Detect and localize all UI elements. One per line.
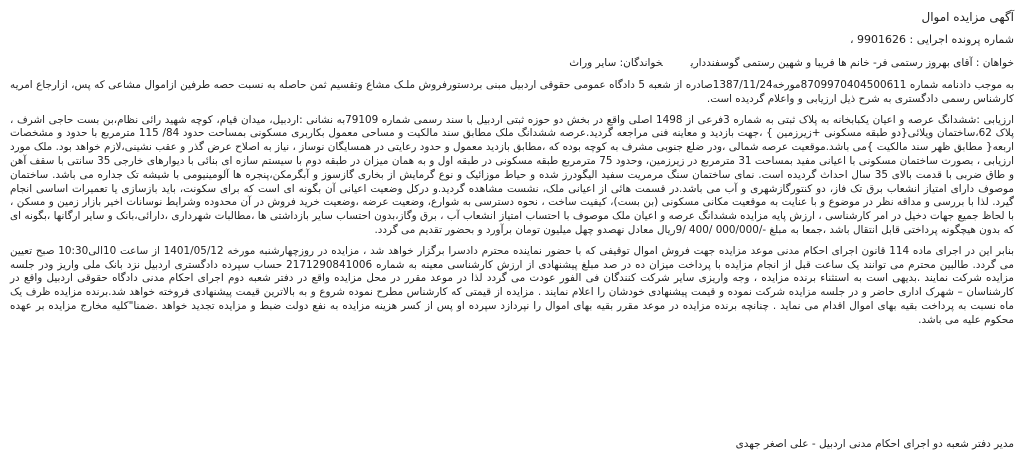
signature-line: مدیر دفتر شعبه دو اجرای احکام مدنی اردبیل - علی اصغر جهدی [735, 438, 1014, 450]
paragraph-auction-terms: بنابر این در اجرای ماده 114 قانون اجرای احکام مدنی موعد مزایده جهت فروش اموال توقیفی که با حضور نماینده محترم دادسرا برگزار خواهد شد ، مزایده در روزچهارشنبه مورخه 1401/05/12 از ساعت 10الی10:30 صبح تعیین می گردد. طالبین محترم می توانند یک ساعت قبل از انجام مزایده با پرداخت میزان ده در صد مبلغ پیشنهادی از ارزش کارشناسی معینه به شماره 2171290841006 حساب سپرده دادگستری اردبیل نزد بانک ملی واریز ودر جلسه مزایده شرکت نمایند .بدیهی است به استثناء برنده مزایده ، وجه واریزی سایر شرکت کنندگان فی الفور عودت می گردد لذا در موعد مقرر در محل مزایده واقع در دفتر شعبه دوم اجرای احکام مدنی دادگاه حقوقی اردبیل واقع در کارشناسان – شهرک اداری حاضر و در جلسه مزایده شرکت نموده و قیمت پیشنهادی خودشان را اعلام نمایند . مزایده از قیمتی که کارشناس مطرح نموده شروع و به بالاترین قیمت پیشنهادی فروخته خواهد شد.برنده مزایده ظرف یک ماه نسبت به پرداخت بقیه بهای اموال اقدام می نماید . چنانچه برنده مزایده در موعد مقرر بقیه بهای اموال را نپردازد سپرده او پس از کسر هزینه مزایده به نفع دولت ضبط و مزایده تجدید خواهد .ضمنا"کلیه مخارج مزایده بر عهده محکوم علیه می باشد. [10, 244, 1014, 326]
paragraph-appraisal: ارزیابی :ششدانگ عرصه و اعیان یکبابخانه به پلاک ثبتی به شماره 3فرعی از 1498 اصلی واقع در بخش دو حوزه ثبتی اردبیل با سند رسمی شماره 79109به نشانی :اردبیل، میدان قیام، کوچه شهید رائی نظام،بن بست حاجی اشرف ، پلاک 62،ساختمان ویلائی{دو طبقه مسکونی +زیرزمین } ،جهت بازدید و معاینه فنی مراجعه گردید.عرصه ششدانگ ملک مطابق سند مالکیت و مساحی معمول بکاربری مسکونی بمساحت حدود 84/ 115 مترمربع با حدود و مشخصات اربعه{ مطابق ظهر سند مالکیت }می باشد.موقعیت عرصه شمالی ،ودر ضلع جنوبی مشرف به کوچه بوده که ،مطابق بازدید معمول و حدود رعایتی در همسایگان نوساز ، نیاز به اصلاح عرض گذر و عقب نشینی،لازم خواهد بود. ملک مورد ارزیابی ، بصورت ساختمان مسکونی با اعیانی مفید بمساحت 31 مترمربع در زیرزمین، وحدود 75 مترمربع طبقه مسکونی در طبقه اول و به همان میزان در طبقه دوم با سیستم سازه ای بنائی با دیوارهای خارجی 35 سانتی با سقف آهن و طاق ضربی با قدمت بالای 35 سال احداث گردیده است. نمای ساختمان سنگ مرمریت سفید الیگودرز شده و حیاط موزائیک و نوع گرمایش از بخاری گازسوز و آبگرمکن،پنجره ها آلومینیومی با شیشه تک جداره می باشد. ساختمان موصوف دارای امتیاز انشعاب برق تک فاز، دو کنتورگازشهری و آب می باشد.در قسمت هائی از اعیانی ملک، نشست مشاهده گردید.و درکل وضعیت اعیانی آن بگونه ای است که برای سکونت، باید بازسازی یا تعمیرات اساسی انجام گیرد. لذا با بررسی و مداقه نظر در موضوع و با عنایت به موقعیت مکانی مسکونی (بن بست)، کیفیت ساخت ، نحوه دسترسی به شوارع، وضعیت عرضه ،وضعیت خرید فروش در آن محدوده وشرایط نوسانات اخیر بازار زمین و مسکن ، با لحاظ جمیع جهات دخیل در امر کارشناسی ، ارزش پایه مزایده ششدانگ عرصه و اعیان ملک موصوف با احتساب امتیاز انشعاب آب ، برق وگاز،بدون احتساب سایر بازداشتی ها ،مطالبات شهرداری ،دارائی،بانک و سایر ارگانها ،بگونه ای که بدون هیچگونه پرداختی قابل انتقال باشد ،جمعا به مبلغ -/000/000 /400 /9ریال معادل نهصدو چهل میلیون تومان برآورد و بحضور تقدیم می گردد. [10, 113, 1015, 236]
parties-line [10, 56, 1014, 71]
case-number: شماره پرونده اجرایی : 9901626 ، [850, 33, 1014, 46]
defendant-text: خواندگان: سایر وراث [569, 57, 663, 69]
plaintiffs-text: خواهان : آقای بهروز رستمی فر- خانم ها فریبا و شهین رستمی گوسفندداری [690, 57, 1014, 69]
paragraph-verdict: به موجب دادنامه شماره 8709970404500611مورخه1387/11/24صادره از شعبه 5 دادگاه عمومی حقوقی اردبیل مبنی بردستورفروش ملـک مشاع وتقسیم ثمن حاصله به نسبت حصه طرفین ازاموال مشاعی که پس، ازارجاع امریه کارشناس رسمی دادگستری به شرح ذیل ارزیابی و واعلام گردیده است. [10, 79, 1014, 105]
notice-title: آگهی مزایده اموال [921, 10, 1014, 24]
